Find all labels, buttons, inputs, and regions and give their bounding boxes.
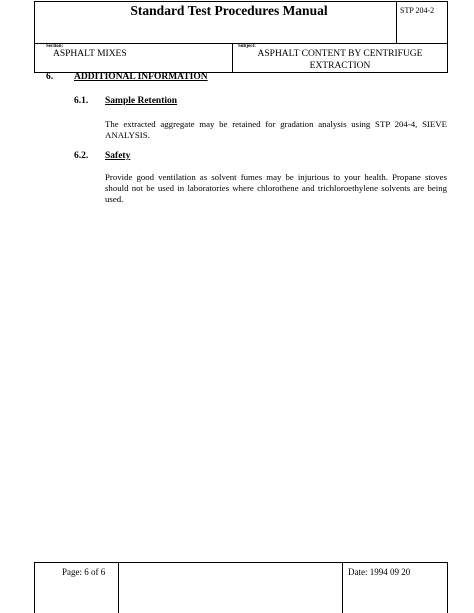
subsection-title: Sample Retention	[105, 96, 178, 106]
subsection-paragraph: The extracted aggregate may be retained for gradation analysis using STP 204-4, SIEVE ANALYSIS.	[105, 119, 447, 140]
document-number: STP 204-2	[400, 6, 435, 15]
section-label: Section:	[46, 44, 64, 49]
subject-value-line2: EXTRACTION	[309, 61, 371, 71]
subsection-number: 6.2.	[74, 151, 89, 161]
subject-value-line1: ASPHALT CONTENT BY CENTRIFUGE	[257, 49, 423, 59]
section-number: 6.	[46, 72, 54, 82]
manual-title: Standard Test Procedures Manual	[130, 3, 328, 18]
subsection-title: Safety	[105, 151, 131, 161]
footer-date-divider	[342, 562, 343, 613]
section-subject-divider	[232, 43, 233, 73]
page-number: Page: 6 of 6	[62, 567, 106, 577]
header-left-border	[34, 1, 35, 73]
footer-right-border	[447, 562, 448, 613]
header-right-border	[447, 1, 448, 73]
footer-page-divider	[118, 562, 119, 613]
section-title: ADDITIONAL INFORMATION	[74, 72, 208, 82]
subsection-paragraph: Provide good ventilation as solvent fumes may be injurious to your health. Propane stoves should not be used in laboratories where chlorothene and trichloroethylene solvents are being used.	[105, 172, 447, 204]
docnum-box-left	[396, 1, 397, 44]
section-value: ASPHALT MIXES	[53, 49, 127, 59]
subject-label: Subject:	[238, 44, 256, 49]
footer-top-border	[34, 562, 448, 563]
subsection-number: 6.1.	[74, 96, 89, 106]
footer-left-border	[34, 562, 35, 613]
revision-date: Date: 1994 09 20	[348, 567, 411, 577]
